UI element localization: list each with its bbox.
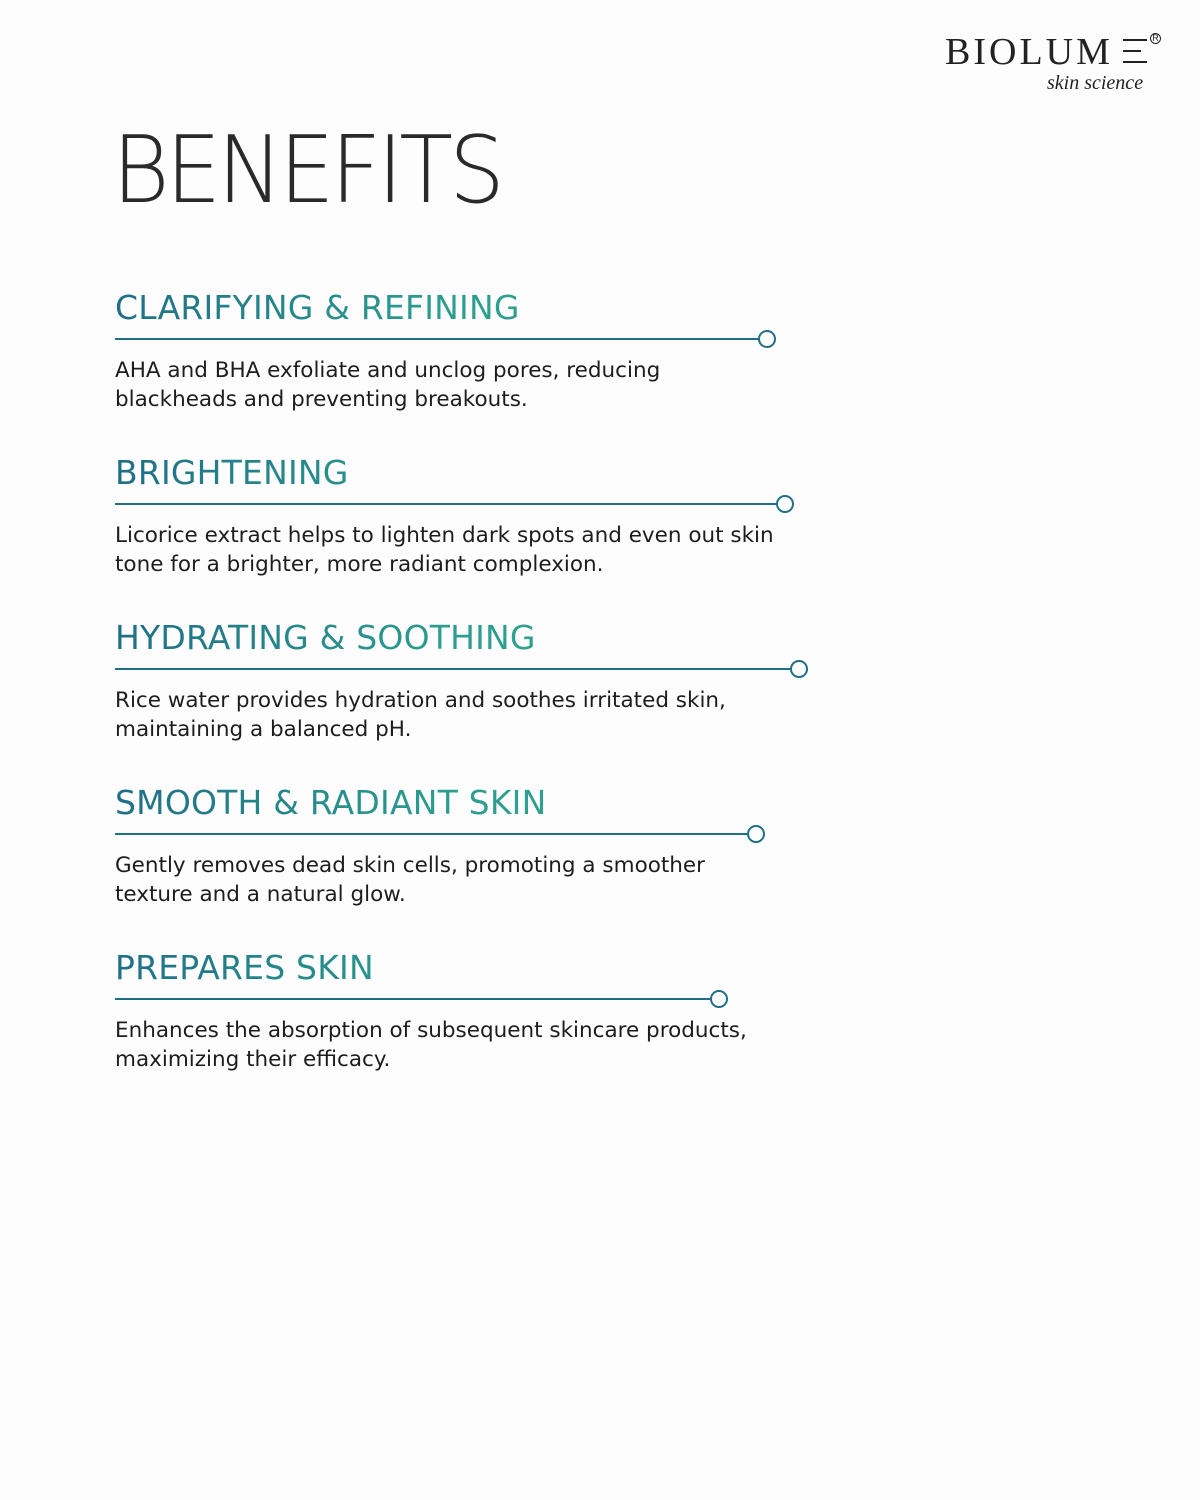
divider-line xyxy=(115,998,712,1000)
divider-line xyxy=(115,503,778,505)
benefit-divider xyxy=(115,495,835,513)
benefit-divider xyxy=(115,825,835,843)
benefit-divider xyxy=(115,330,835,348)
brand-tagline: skin science xyxy=(1047,72,1144,94)
benefit-item xyxy=(115,783,835,909)
benefit-title: PREPARES SKIN xyxy=(115,948,835,988)
divider-end-dot xyxy=(710,990,728,1008)
divider-end-dot xyxy=(776,495,794,513)
brand-e-mark xyxy=(1123,39,1147,64)
divider-line xyxy=(115,833,749,835)
benefit-title: SMOOTH & RADIANT SKIN xyxy=(115,783,835,823)
benefit-item xyxy=(115,618,835,744)
benefit-description: AHA and BHA exfoliate and unclog pores, reducing blackheads and preventing breakouts. xyxy=(115,358,661,412)
divider-line xyxy=(115,338,760,340)
divider-end-dot xyxy=(747,825,765,843)
benefit-description: Gently removes dead skin cells, promoting a smoother texture and a natural glow. xyxy=(115,853,706,907)
benefit-divider xyxy=(115,660,835,678)
benefit-title: CLARIFYING & REFINING xyxy=(115,288,835,328)
divider-end-dot xyxy=(790,660,808,678)
benefit-description: Rice water provides hydration and soothes irritated skin, maintaining a balanced pH. xyxy=(115,688,726,742)
benefit-divider xyxy=(115,990,835,1008)
brand-name: BIOLUM xyxy=(945,31,1113,73)
benefit-title: HYDRATING & SOOTHING xyxy=(115,618,835,658)
benefit-item xyxy=(115,453,835,579)
divider-end-dot xyxy=(758,330,776,348)
page-title: BENEFITS xyxy=(112,115,501,225)
brand-logo xyxy=(945,30,1175,100)
divider-line xyxy=(115,668,792,670)
benefit-item xyxy=(115,948,835,1074)
benefit-title: BRIGHTENING xyxy=(115,453,835,493)
registered-mark: R xyxy=(1150,33,1161,44)
benefit-description: Enhances the absorption of subsequent skincare products, maximizing their efficacy. xyxy=(115,1018,747,1072)
benefit-item xyxy=(115,288,835,414)
benefit-description: Licorice extract helps to lighten dark spots and even out skin tone for a brighter, more radiant complexion. xyxy=(115,523,774,577)
